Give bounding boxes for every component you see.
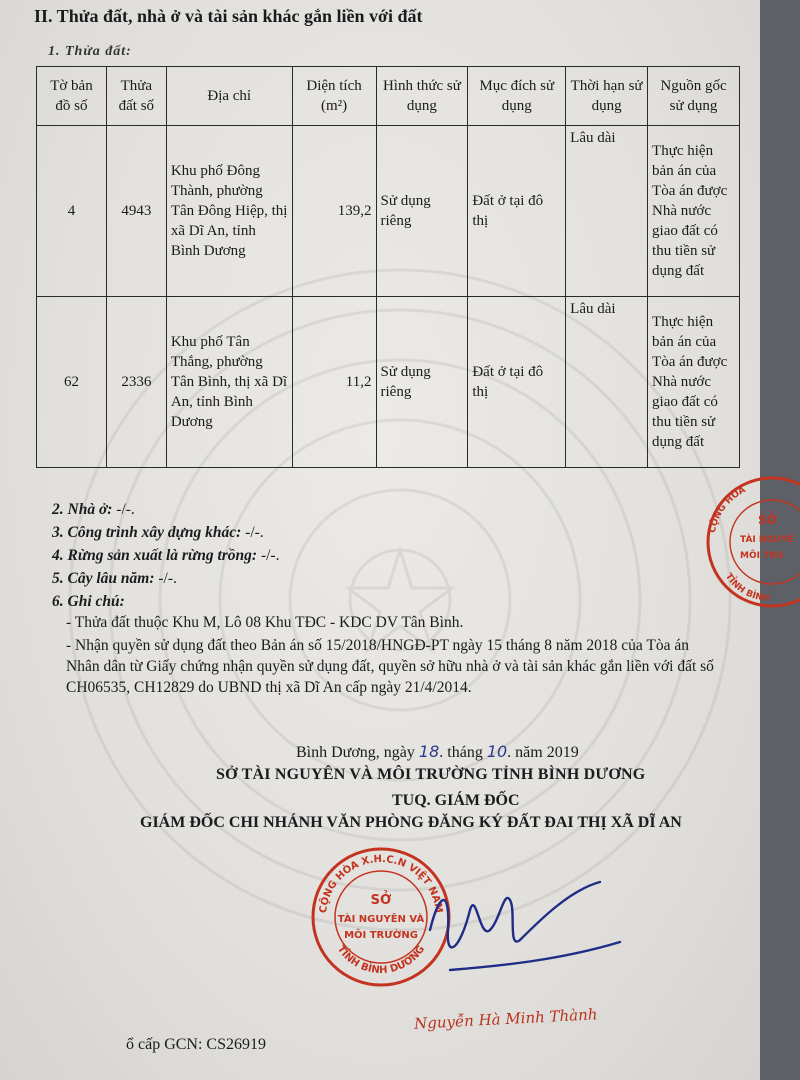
- signatory-name: Nguyễn Hà Minh Thành: [413, 1005, 598, 1033]
- section-perennial-trees: 5. Cây lâu năm: -/-.: [52, 570, 177, 587]
- signatory-role: TUQ. GIÁM ĐỐC: [392, 792, 520, 809]
- cell-address: Khu phố Đông Thành, phường Tân Đông Hiệp, thị xã Dĩ An, tỉnh Bình Dương: [166, 126, 292, 297]
- table-row: [37, 126, 740, 297]
- cell-area: 11,2: [292, 297, 376, 468]
- col-header-address: Địa chỉ: [166, 67, 292, 126]
- property-sections: [52, 498, 279, 613]
- col-header-area: Diện tích (m²): [292, 67, 376, 126]
- cell-origin: Thực hiện bản án của Tòa án được Nhà nước giao đất có thu tiền sử dụng đất: [648, 297, 740, 468]
- svg-text:TÀI NGUYÊ: TÀI NGUYÊ: [740, 535, 794, 545]
- signatory-title: GIÁM ĐỐC CHI NHÁNH VĂN PHÒNG ĐĂNG KÝ ĐẤT ĐAI THỊ XÃ DĨ AN: [140, 814, 682, 831]
- certificate-number: ổ cấp GCN: CS26919: [126, 1036, 266, 1053]
- signature: [420, 870, 630, 980]
- col-header-parcel: Thửa đất số: [106, 67, 166, 126]
- note-item: - Nhận quyền sử dụng đất theo Bản án số 15/2018/HNGĐ-PT ngày 15 tháng 8 năm 2018 của Tòa án Nhân dân từ Giấy chứng nhận quyền sử dụng đất, quyền sở hữu nhà ở và tài sản khác gắn liền với đất số CH06535, CH12829 do UBND thị xã Dĩ An cấp ngày 21/4/2014.: [66, 637, 714, 696]
- cell-area: 139,2: [292, 126, 376, 297]
- notes-block: [66, 612, 716, 700]
- svg-text:SỞ: SỞ: [370, 893, 392, 908]
- col-header-term: Thời hạn sử dụng: [566, 67, 648, 126]
- cell-origin: Thực hiện bản án của Tòa án được Nhà nước giao đất có thu tiền sử dụng đất: [648, 126, 740, 297]
- cell-purpose: Đất ở tại đô thị: [468, 297, 566, 468]
- svg-text:TỈNH BÌNH: TỈNH BÌNH: [722, 571, 771, 604]
- cell-sheet: 4: [37, 126, 107, 297]
- partial-seal-right: [700, 472, 800, 612]
- section-other-construction: 3. Công trình xây dựng khác: -/-.: [52, 524, 264, 541]
- cell-term: Lâu dài: [566, 297, 648, 468]
- col-header-origin: Nguồn gốc sử dụng: [648, 67, 740, 126]
- land-parcel-table: [36, 66, 740, 468]
- col-header-purpose: Mục đích sử dụng: [468, 67, 566, 126]
- svg-text:TỈNH BÌNH DƯƠNG: TỈNH BÌNH DƯƠNG: [334, 943, 428, 977]
- cell-purpose: Đất ở tại đô thị: [468, 126, 566, 297]
- note-item: - Thửa đất thuộc Khu M, Lô 08 Khu TĐC - KDC DV Tân Bình.: [66, 614, 464, 631]
- issue-month: 10: [486, 742, 508, 761]
- svg-text:MÔI TRƯỜNG: MÔI TRƯỜNG: [344, 930, 418, 941]
- svg-text:CỘNG HÒA X.H.C.N VIỆT NAM: CỘNG HÒA X.H.C.N VIỆT NAM: [318, 853, 445, 914]
- cell-term: Lâu dài: [566, 126, 648, 297]
- col-header-sheet: Tờ bản đồ số: [37, 67, 107, 126]
- col-header-form: Hình thức sử dụng: [376, 67, 468, 126]
- cell-form: Sử dụng riêng: [376, 297, 468, 468]
- svg-text:SỞ: SỞ: [758, 513, 778, 527]
- table-row: [37, 297, 740, 468]
- section-house: 2. Nhà ở: -/-.: [52, 501, 135, 518]
- section-planted-forest: 4. Rừng sản xuất là rừng trồng: -/-.: [52, 547, 280, 564]
- svg-text:CỘNG HÒA: CỘNG HÒA: [707, 485, 748, 534]
- cell-form: Sử dụng riêng: [376, 126, 468, 297]
- cell-parcel: 4943: [106, 126, 166, 297]
- issue-day: 18: [418, 742, 440, 761]
- section-notes-label: 6. Ghi chú:: [52, 593, 125, 610]
- cell-address: Khu phố Tân Thắng, phường Tân Bình, thị xã Dĩ An, tỉnh Bình Dương: [166, 297, 292, 468]
- issue-date-line: Bình Dương, ngày 18. tháng 10. năm 2019: [296, 742, 579, 761]
- cell-parcel: 2336: [106, 297, 166, 468]
- svg-text:MÔI TRU: MÔI TRU: [740, 551, 784, 561]
- svg-text:TÀI NGUYÊN VÀ: TÀI NGUYÊN VÀ: [337, 914, 425, 925]
- table-header-row: [37, 67, 740, 126]
- section-title: II. Thửa đất, nhà ở và tài sản khác gắn liền với đất: [34, 6, 423, 26]
- cell-sheet: 62: [37, 297, 107, 468]
- subsection-title: 1. Thửa đất:: [48, 44, 132, 59]
- issuing-org: SỞ TÀI NGUYÊN VÀ MÔI TRƯỜNG TỈNH BÌNH DƯƠNG: [216, 766, 646, 783]
